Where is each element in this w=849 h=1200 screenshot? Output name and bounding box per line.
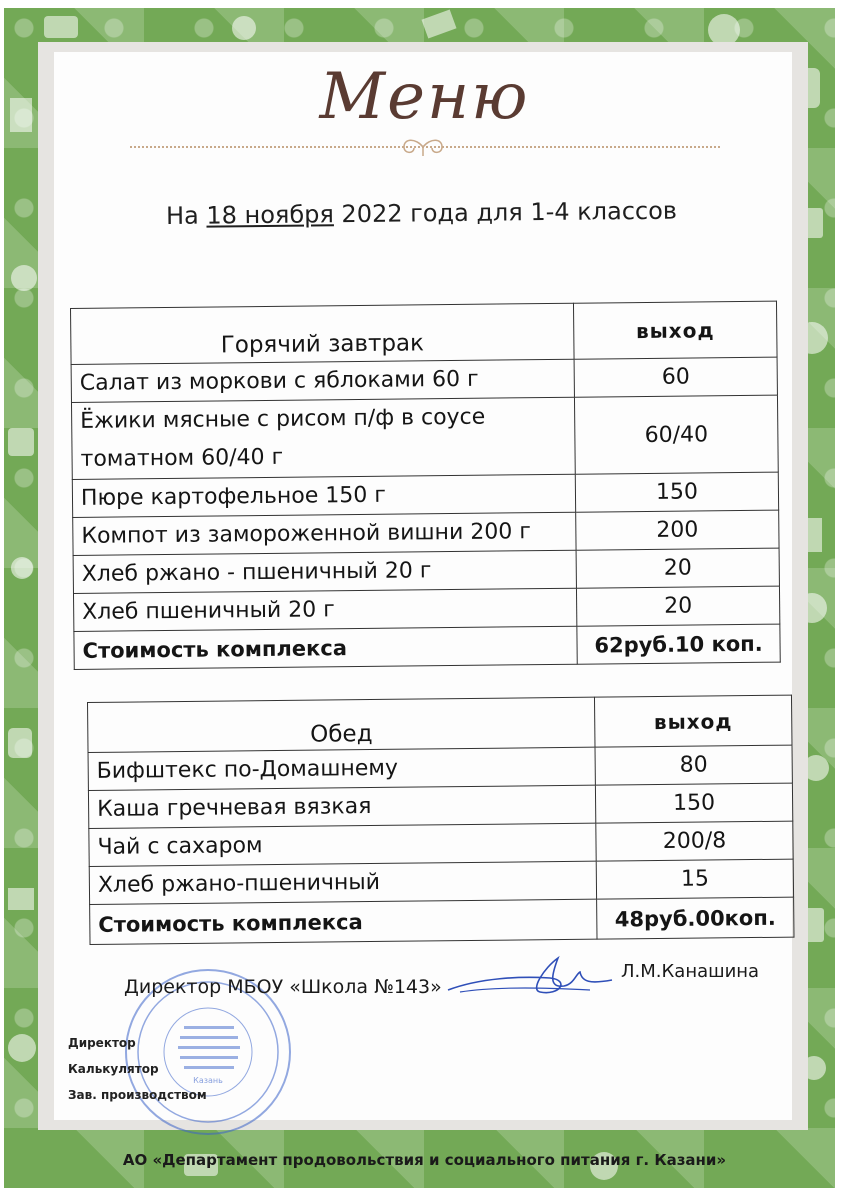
table-header-row — [71, 301, 778, 364]
dish-name: Чай с сахаром — [89, 823, 596, 866]
dish-yield: 200 — [576, 510, 779, 550]
ornament-icon — [398, 136, 448, 158]
cost-label: Стоимость комплекса — [74, 626, 577, 669]
dish-name: Пюре картофельное 150 г — [72, 474, 575, 517]
cost-row — [90, 897, 794, 944]
dish-name: Компот из замороженной вишни 200 г — [73, 512, 576, 555]
dish-name: Ёжики мясные с рисом п/ф в соусе томатном 60/40 г — [71, 397, 575, 479]
cost-row — [74, 624, 780, 669]
table-header-row — [88, 695, 792, 752]
dish-yield: 60 — [574, 357, 777, 397]
dish-name: Салат из моркови с яблоками 60 г — [71, 359, 574, 402]
role-director: Директор — [68, 1036, 136, 1050]
table-row — [71, 395, 778, 479]
footer-organization: АО «Департамент продовольствия и социального питания г. Казани» — [122, 1151, 727, 1169]
lunch-table — [87, 695, 795, 945]
menu-subtitle — [166, 197, 677, 230]
cost-value: 62руб.10 коп. — [577, 624, 780, 664]
dish-name: Хлеб ржано-пшеничный — [89, 861, 596, 904]
dish-yield: 20 — [576, 586, 779, 626]
subtitle-date: 18 ноября — [206, 200, 334, 230]
menu-title: Меню — [319, 60, 530, 134]
subtitle-suffix: 2022 года для 1-4 классов — [333, 196, 678, 229]
yield-header: выход — [573, 301, 777, 359]
director-name: Л.М.Канашина — [621, 961, 760, 982]
yield-header: выход — [594, 695, 792, 747]
cost-value: 48руб.00коп. — [597, 897, 794, 939]
dish-name: Хлеб ржано - пшеничный 20 г — [73, 550, 576, 593]
role-calculator: Калькулятор — [68, 1062, 159, 1076]
breakfast-table — [70, 301, 781, 670]
dish-name: Бифштекс по-Домашнему — [88, 747, 595, 790]
dish-name: Каша гречневая вязкая — [88, 785, 595, 828]
role-production-manager: Зав. производством — [68, 1088, 207, 1102]
cost-label: Стоимость комплекса — [90, 899, 597, 944]
dish-name: Хлеб пшеничный 20 г — [73, 588, 576, 631]
dish-yield: 80 — [595, 745, 792, 785]
dish-yield: 150 — [575, 472, 778, 512]
dish-yield: 200/8 — [596, 821, 793, 861]
dish-yield: 20 — [576, 548, 779, 588]
stamp-text: Казань — [193, 1076, 223, 1085]
breakfast-header: Горячий завтрак — [71, 303, 575, 364]
dish-yield: 150 — [595, 783, 792, 823]
lunch-header: Обед — [88, 697, 595, 752]
director-signature-line: Директор МБОУ «Школа №143» — [124, 976, 442, 998]
handwritten-signature — [440, 948, 620, 1008]
subtitle-prefix: На — [165, 201, 207, 230]
dish-yield: 15 — [596, 859, 793, 899]
dish-yield: 60/40 — [574, 395, 778, 474]
